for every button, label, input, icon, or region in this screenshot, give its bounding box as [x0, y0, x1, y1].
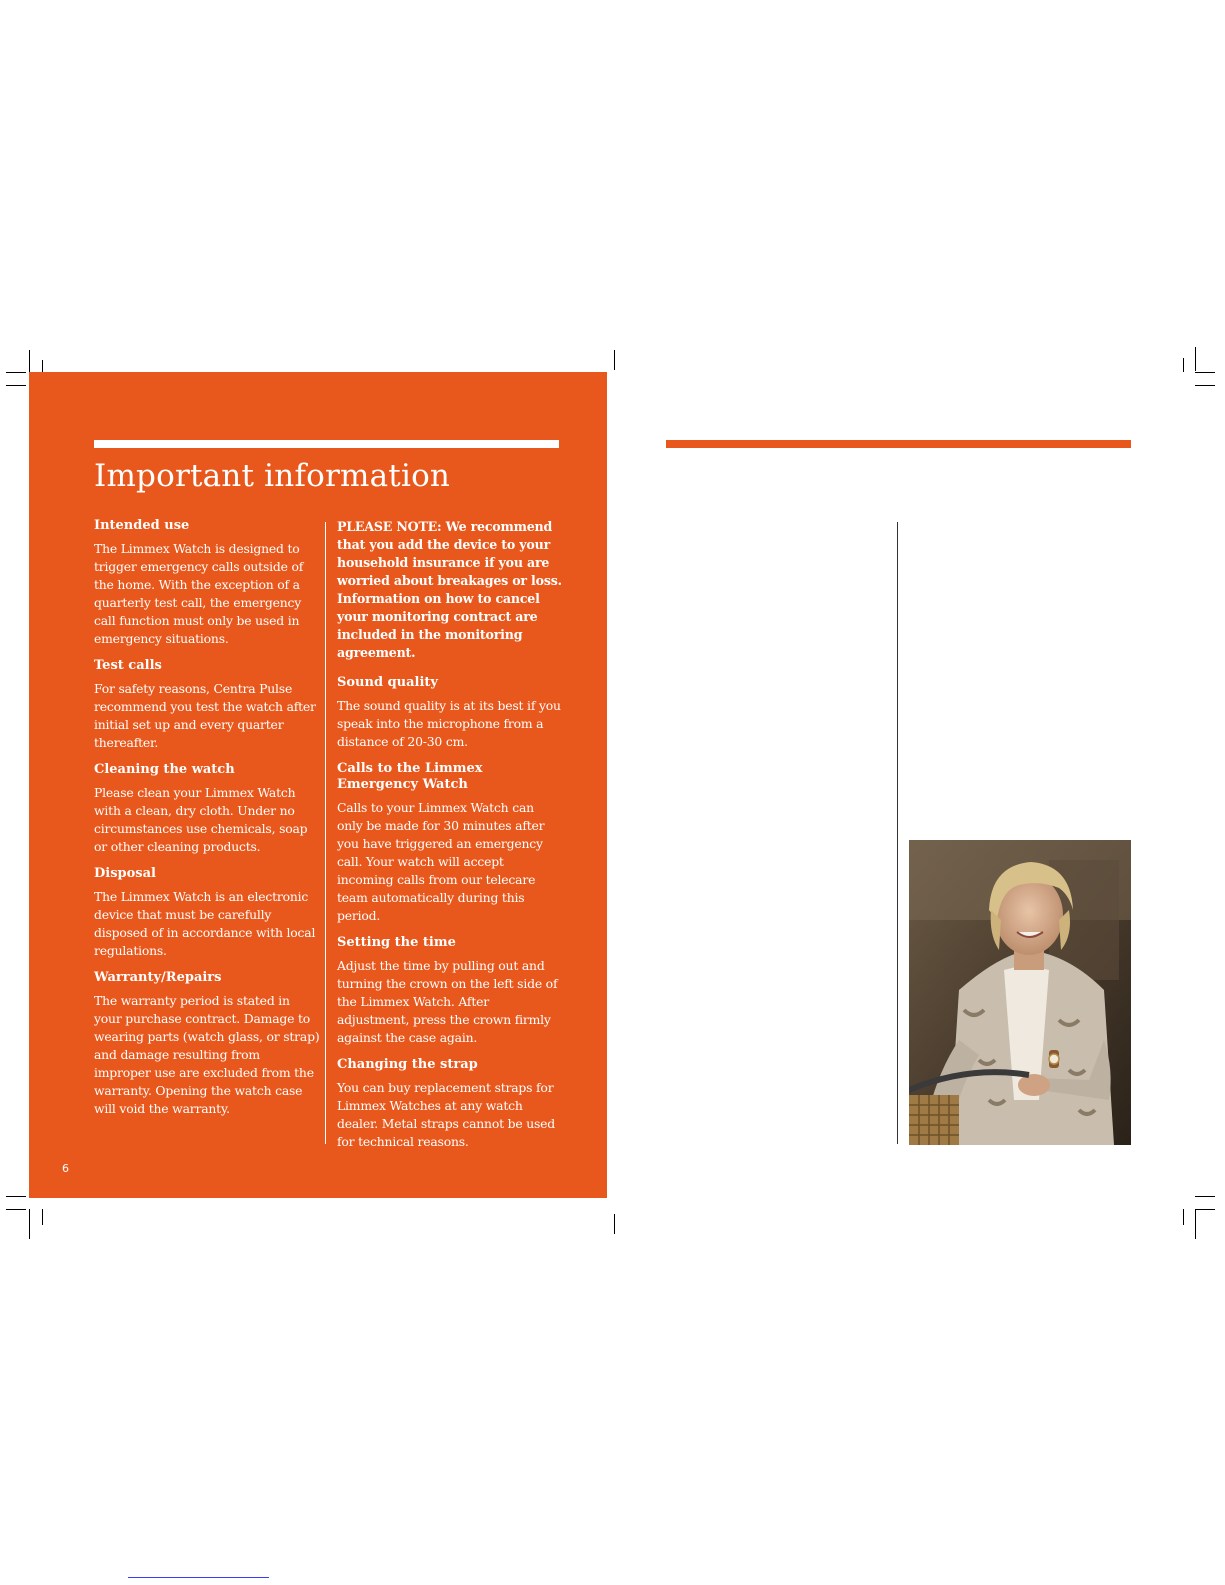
crop-mark: [6, 372, 26, 373]
section-heading: Changing the strap: [337, 1057, 478, 1072]
page-number: 6: [62, 1162, 69, 1175]
section-body: Adjust the time by pulling out and turning the crown on the left side of the Limmex Watch. After adjustment, press the crown firmly against the case again.: [337, 958, 558, 1045]
crop-mark: [6, 1196, 26, 1197]
right-page-rule: [666, 440, 1131, 448]
crop-mark: [1183, 1209, 1184, 1225]
photo-illustration: [909, 840, 1131, 1145]
crop-mark: [1195, 385, 1215, 386]
link-underline: [128, 1577, 269, 1578]
section-heading: Test calls: [94, 658, 162, 673]
section-heading: Setting the time: [337, 935, 456, 950]
crop-mark: [614, 1214, 615, 1234]
crop-mark: [1183, 358, 1184, 372]
left-column: [94, 518, 320, 1128]
right-page-divider: [897, 522, 898, 1144]
please-note: PLEASE NOTE: We recommend that you add the device to your household insurance if you are worried about breakages or loss. Information on how to cancel your monitoring contract are included in the monitoring agreement.: [337, 519, 562, 660]
section-cleaning: [94, 762, 320, 856]
section-heading: Warranty/Repairs: [94, 970, 222, 985]
section-heading: Intended use: [94, 518, 190, 533]
column-divider: [325, 522, 326, 1144]
title-rule: [94, 440, 559, 448]
section-warranty: [94, 970, 320, 1118]
section-setting-time: [337, 935, 563, 1047]
section-body: The warranty period is stated in your purchase contract. Damage to wearing parts (watch glass, or strap) and damage resulting from improper use are excluded from the warranty. Opening the watch case will void the warranty.: [94, 993, 320, 1116]
section-sound-quality: [337, 675, 563, 751]
section-body: For safety reasons, Centra Pulse recommend you test the watch after initial set up and every quarter thereafter.: [94, 681, 316, 750]
crop-mark: [6, 1209, 26, 1210]
crop-mark: [1195, 1209, 1215, 1210]
crop-mark: [29, 1209, 30, 1239]
crop-mark: [42, 1209, 43, 1225]
crop-mark: [1195, 347, 1196, 371]
section-heading: Cleaning the watch: [94, 762, 235, 777]
crop-mark: [614, 350, 615, 370]
section-test-calls: [94, 658, 320, 752]
section-heading: Calls to the Limmex Emergency Watch: [337, 761, 483, 792]
section-body: You can buy replacement straps for Limmex Watches at any watch dealer. Metal straps cannot be used for technical reasons.: [337, 1080, 556, 1149]
crop-mark: [29, 350, 30, 374]
page-title: Important information: [94, 458, 451, 494]
crop-mark: [1195, 1196, 1215, 1197]
section-heading: Disposal: [94, 866, 156, 881]
section-body: The Limmex Watch is an electronic device that must be carefully disposed of in accordance with local regulations.: [94, 889, 316, 958]
section-body: The sound quality is at its best if you speak into the microphone from a distance of 20-30 cm.: [337, 698, 561, 749]
section-body: Calls to your Limmex Watch can only be made for 30 minutes after you have triggered an emergency call. Your watch will accept incoming calls from our telecare team automatically during this period.: [337, 800, 545, 923]
woman-with-bicycle-photo: [909, 840, 1131, 1145]
section-heading: Sound quality: [337, 675, 438, 690]
right-column: [337, 518, 563, 1161]
section-calls-to-watch: [337, 761, 563, 925]
section-body: The Limmex Watch is designed to trigger emergency calls outside of the home. With the exception of a quarterly test call, the emergency call function must only be used in emergency situations.: [94, 541, 304, 646]
section-disposal: [94, 866, 320, 960]
crop-mark: [6, 385, 26, 386]
section-intended-use: [94, 518, 320, 648]
crop-mark: [1195, 372, 1215, 373]
section-changing-strap: [337, 1057, 563, 1151]
section-body: Please clean your Limmex Watch with a clean, dry cloth. Under no circumstances use chemicals, soap or other cleaning products.: [94, 785, 308, 854]
crop-mark: [1195, 1209, 1196, 1239]
